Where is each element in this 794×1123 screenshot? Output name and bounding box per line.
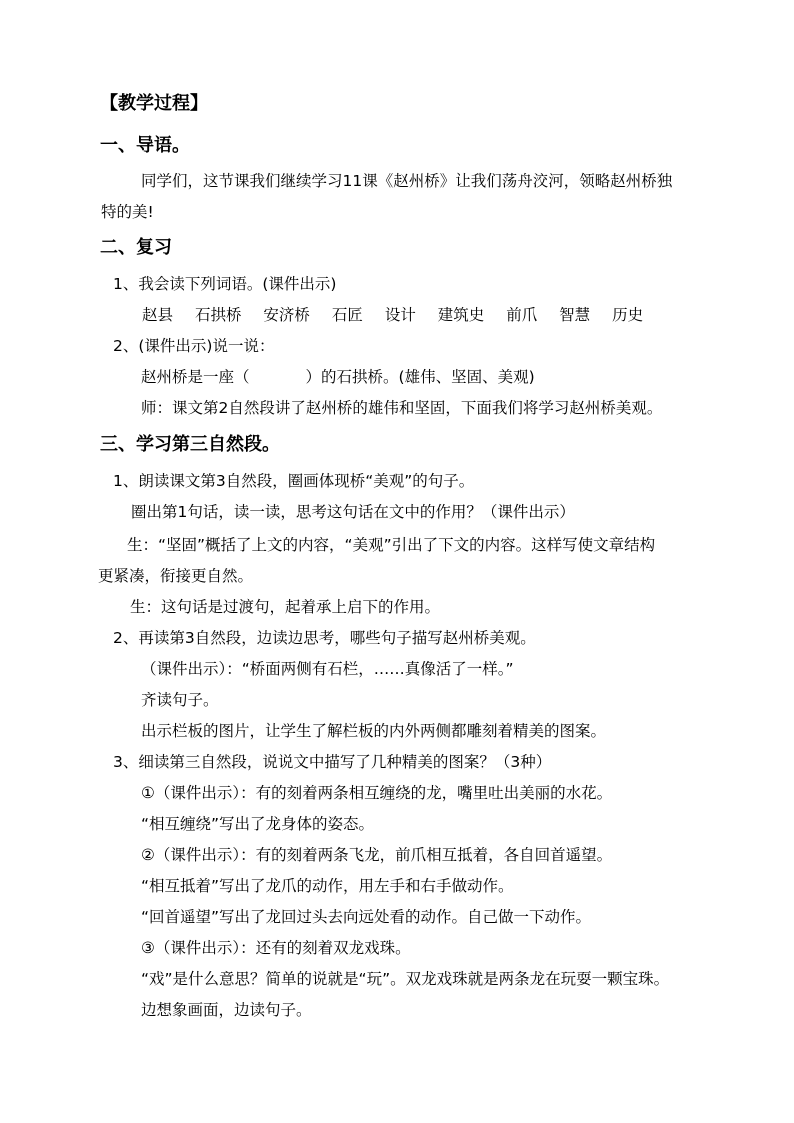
review-item-1: 1、我会读下列词语。(课件出示) bbox=[113, 275, 337, 293]
fill-blank-before: 赵州桥是一座（ bbox=[141, 368, 250, 386]
section-3-title: 三、学习第三自然段。 bbox=[100, 434, 280, 455]
section-1-title: 一、导语。 bbox=[100, 135, 190, 156]
review-item-2: 2、(课件出示)说一说： bbox=[113, 337, 275, 355]
intro-paragraph-line-1: 同学们，这节课我们继续学习11课《赵州桥》让我们荡舟洨河，领略赵州桥独 bbox=[141, 172, 673, 190]
section-3-line: “戏”是什么意思？简单的说就是“玩”。双龙戏珠就是两条龙在玩耍一颗宝珠。 bbox=[141, 970, 670, 988]
vocab-list bbox=[142, 304, 660, 326]
vocab-word: 安济桥 bbox=[263, 306, 310, 324]
vocab-word: 历史 bbox=[612, 306, 644, 324]
section-3-line: 圈出第1句话，读一读，思考这句话在文中的作用？（课件出示） bbox=[131, 503, 575, 521]
section-3-line: 生：这句话是过渡句，起着承上启下的作用。 bbox=[130, 598, 441, 616]
section-3-line: 更紧凑，衔接更自然。 bbox=[98, 567, 254, 585]
section-3-line: 1、朗读课文第3自然段，圈画体现桥“美观”的句子。 bbox=[113, 472, 475, 490]
section-3-line: 2、再读第3自然段，边读边思考，哪些句子描写赵州桥美观。 bbox=[113, 629, 536, 647]
fill-blank-sentence bbox=[141, 366, 535, 388]
section-3-line: 边想象画面，边读句子。 bbox=[141, 1001, 312, 1019]
section-3-line: ③（课件出示）：还有的刻着双龙戏珠。 bbox=[141, 939, 411, 957]
fill-blank-after: ）的石拱桥。(雄伟、坚固、美观) bbox=[305, 368, 535, 386]
lesson-header: 【教学过程】 bbox=[100, 93, 208, 114]
section-3-line: ②（课件出示）：有的刻着两条飞龙，前爪相互抵着，各自回首遥望。 bbox=[141, 846, 613, 864]
section-3-line: 齐读句子。 bbox=[141, 691, 219, 709]
intro-paragraph-line-2: 特的美! bbox=[101, 203, 154, 221]
section-3-line: “相互缠绕”写出了龙身体的姿态。 bbox=[141, 815, 375, 833]
vocab-word: 前爪 bbox=[506, 306, 538, 324]
section-3-line: ①（课件出示）：有的刻着两条相互缠绕的龙，嘴里吐出美丽的水花。 bbox=[141, 784, 613, 802]
vocab-word: 石拱桥 bbox=[194, 306, 242, 324]
section-3-line: “回首遥望”写出了龙回过头去向远处看的动作。自己做一下动作。 bbox=[141, 908, 592, 926]
vocab-word: 石匠 bbox=[331, 306, 363, 324]
section-3-line: 3、细读第三自然段，说说文中描写了几种精美的图案？（3种） bbox=[113, 753, 552, 771]
teacher-remark: 师：课文第2自然段讲了赵州桥的雄伟和坚固，下面我们将学习赵州桥美观。 bbox=[141, 399, 663, 417]
vocab-word: 设计 bbox=[384, 306, 416, 324]
section-3-line: 出示栏板的图片，让学生了解栏板的内外两侧都雕刻着精美的图案。 bbox=[141, 722, 607, 740]
vocab-word: 赵县 bbox=[142, 306, 174, 324]
vocab-word: 智慧 bbox=[559, 306, 591, 324]
section-3-line: 生：“坚固”概括了上文的内容，“美观”引出了下文的内容。这样写使文章结构 bbox=[127, 536, 656, 554]
section-2-title: 二、复习 bbox=[100, 237, 172, 258]
section-3-line: “相互抵着”写出了龙爪的动作，用左手和右手做动作。 bbox=[141, 877, 514, 895]
section-3-line: （课件出示）：“桥面两侧有石栏，……真像活了一样。” bbox=[141, 660, 514, 678]
vocab-word: 建筑史 bbox=[437, 306, 485, 324]
